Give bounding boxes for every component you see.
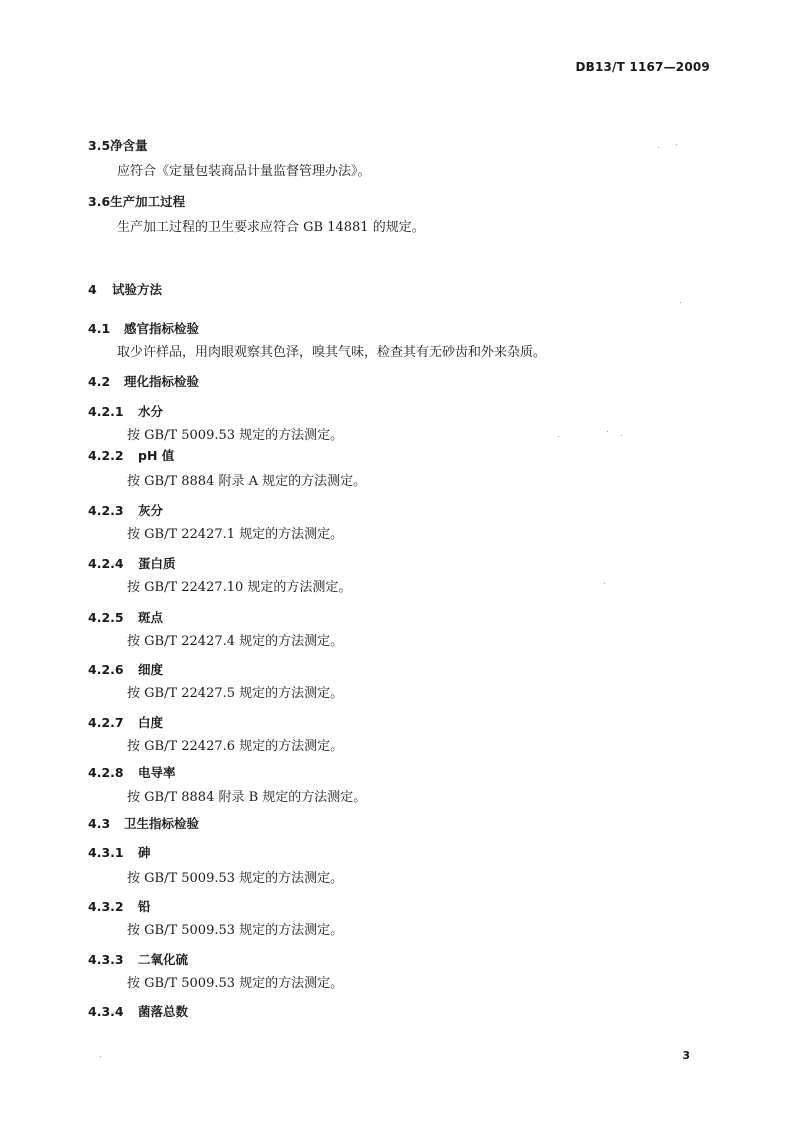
section-number: 4 <box>88 282 97 297</box>
section-number: 4.2.8 <box>88 765 124 780</box>
section-number: 4.2.7 <box>88 715 124 730</box>
section-number: 4.2.2 <box>88 448 124 463</box>
scan-speck <box>558 436 559 437</box>
section-heading-4-2-6 <box>88 662 163 678</box>
section-body-4-2-7: 按 GB/T 22427.6 规定的方法测定。 <box>127 739 344 754</box>
section-number: 3.5 <box>88 138 111 153</box>
section-body-4-2-8: 按 GB/T 8884 附录 B 规定的方法测定。 <box>127 790 367 805</box>
section-title: 试验方法 <box>112 282 163 297</box>
section-heading-3-5 <box>88 138 148 154</box>
page-number: 3 <box>682 1049 690 1062</box>
section-title: 电导率 <box>138 765 176 780</box>
section-title: pH 值 <box>138 448 175 463</box>
section-title: 二氧化硫 <box>138 952 189 967</box>
scan-speck <box>676 144 677 145</box>
section-heading-4-1 <box>88 321 199 337</box>
section-heading-4-2 <box>88 374 199 390</box>
section-title: 细度 <box>138 662 164 677</box>
section-title: 感官指标检验 <box>124 321 200 336</box>
scan-speck <box>607 431 608 432</box>
scan-speck <box>604 583 605 584</box>
section-number: 3.6 <box>88 194 111 209</box>
section-body-3-6: 生产加工过程的卫生要求应符合 GB 14881 的规定。 <box>117 220 425 235</box>
section-number: 4.3 <box>88 816 111 831</box>
section-body-4-3-2: 按 GB/T 5009.53 规定的方法测定。 <box>127 923 344 938</box>
section-heading-4-3-3 <box>88 952 188 968</box>
section-title: 生产加工过程 <box>110 194 186 209</box>
scan-speck <box>621 435 622 436</box>
section-number: 4.3.1 <box>88 845 124 860</box>
section-title: 水分 <box>138 404 164 419</box>
section-number: 4.2.5 <box>88 610 124 625</box>
section-heading-4 <box>88 282 162 298</box>
scan-speck <box>680 302 681 303</box>
section-heading-4-2-3 <box>88 503 163 519</box>
section-heading-4-3-2 <box>88 899 151 915</box>
section-body-4-1: 取少许样品，用肉眼观察其色泽，嗅其气味，检查其有无砂齿和外来杂质。 <box>117 345 547 360</box>
section-body-4-2-3: 按 GB/T 22427.1 规定的方法测定。 <box>127 527 344 542</box>
section-title: 白度 <box>138 715 164 730</box>
scan-speck <box>658 147 659 148</box>
section-number: 4.3.4 <box>88 1004 124 1019</box>
section-number: 4.3.2 <box>88 899 124 914</box>
section-number: 4.2.4 <box>88 556 124 571</box>
section-body-3-5: 应符合《定量包装商品计量监督管理办法》。 <box>117 164 371 179</box>
section-heading-4-2-2 <box>88 448 174 464</box>
section-title: 铅 <box>138 899 151 914</box>
section-heading-4-2-8 <box>88 765 176 781</box>
section-heading-4-2-7 <box>88 715 163 731</box>
section-body-4-2-5: 按 GB/T 22427.4 规定的方法测定。 <box>127 634 344 649</box>
section-body-4-2-4: 按 GB/T 22427.10 规定的方法测定。 <box>127 580 352 595</box>
section-heading-4-3 <box>88 816 199 832</box>
section-number: 4.2 <box>88 374 111 389</box>
section-body-4-2-1: 按 GB/T 5009.53 规定的方法测定。 <box>127 428 344 443</box>
section-body-4-3-3: 按 GB/T 5009.53 规定的方法测定。 <box>127 976 344 991</box>
section-title: 理化指标检验 <box>124 374 200 389</box>
scan-speck <box>100 1056 101 1057</box>
section-title: 斑点 <box>138 610 164 625</box>
section-heading-4-2-5 <box>88 610 163 626</box>
section-body-4-2-2: 按 GB/T 8884 附录 A 规定的方法测定。 <box>127 474 367 489</box>
section-title: 灰分 <box>138 503 164 518</box>
standard-code: DB13/T 1167—2009 <box>575 60 710 74</box>
section-heading-3-6 <box>88 194 185 210</box>
section-title: 菌落总数 <box>138 1004 189 1019</box>
section-title: 砷 <box>138 845 151 860</box>
section-body-4-2-6: 按 GB/T 22427.5 规定的方法测定。 <box>127 686 344 701</box>
section-number: 4.1 <box>88 321 111 336</box>
section-heading-4-2-1 <box>88 404 163 420</box>
section-title: 蛋白质 <box>138 556 176 571</box>
section-heading-4-3-4 <box>88 1004 188 1020</box>
section-title: 卫生指标检验 <box>124 816 200 831</box>
section-body-4-3-1: 按 GB/T 5009.53 规定的方法测定。 <box>127 871 344 886</box>
section-heading-4-3-1 <box>88 845 151 861</box>
section-number: 4.2.1 <box>88 404 124 419</box>
section-heading-4-2-4 <box>88 556 176 572</box>
section-number: 4.3.3 <box>88 952 124 967</box>
section-number: 4.2.3 <box>88 503 124 518</box>
section-number: 4.2.6 <box>88 662 124 677</box>
section-title: 净含量 <box>110 138 148 153</box>
